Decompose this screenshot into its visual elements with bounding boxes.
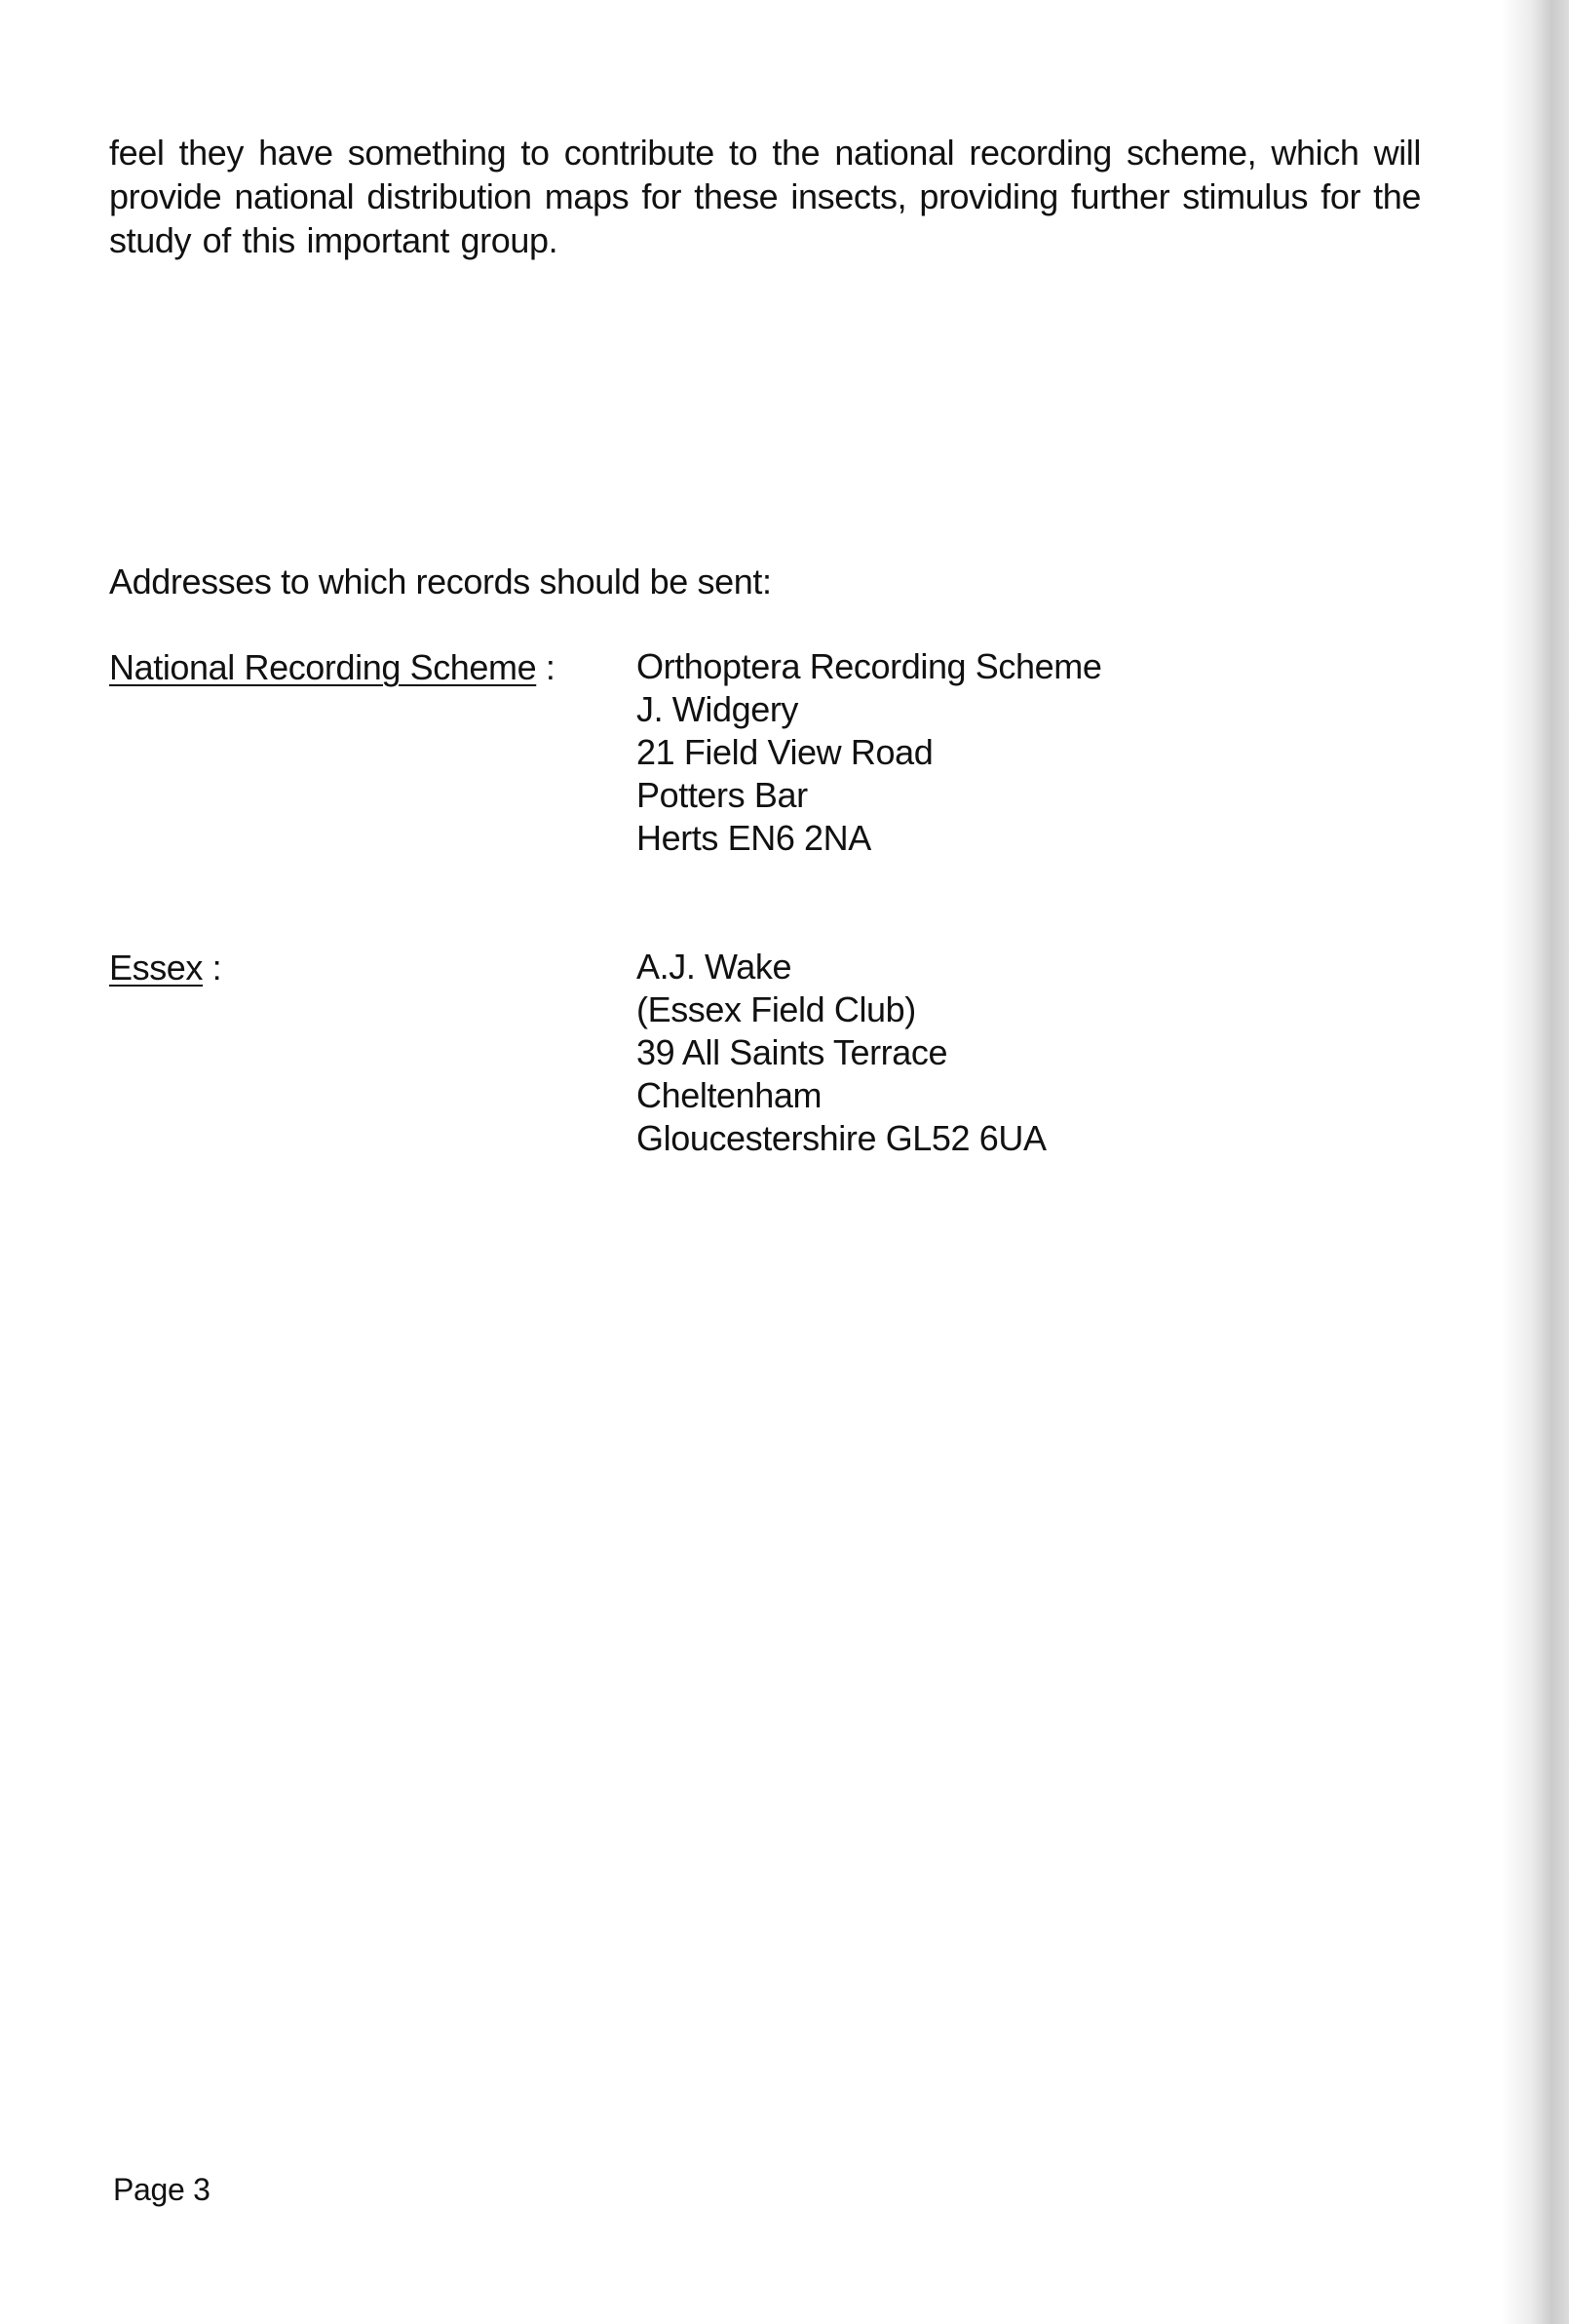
- address-line: 39 All Saints Terrace: [636, 1032, 948, 1072]
- address-line: J. Widgery: [636, 689, 799, 729]
- address-line: Orthoptera Recording Scheme: [636, 646, 1102, 686]
- national-scheme-label: [109, 645, 555, 689]
- address-line: (Essex Field Club): [636, 989, 916, 1029]
- national-scheme-label-colon: :: [536, 647, 555, 687]
- address-line: 21 Field View Road: [636, 732, 934, 772]
- address-line: Cheltenham: [636, 1075, 823, 1115]
- essex-address: [636, 946, 1047, 1160]
- essex-label-text: Essex: [109, 948, 204, 988]
- address-line: Potters Bar: [636, 775, 808, 815]
- address-line: Herts EN6 2NA: [636, 818, 871, 858]
- address-line: Gloucestershire GL52 6UA: [636, 1118, 1047, 1158]
- essex-label: [109, 946, 221, 989]
- essex-label-colon: :: [203, 948, 222, 988]
- national-scheme-address: [636, 645, 1101, 860]
- page-number: Page 3: [113, 2172, 210, 2207]
- addresses-heading: Addresses to which records should be sent:: [109, 562, 772, 601]
- address-line: A.J. Wake: [636, 947, 792, 987]
- national-scheme-label-text: National Recording Scheme: [109, 647, 537, 687]
- scan-edge-shadow: [1501, 0, 1569, 2324]
- intro-paragraph: feel they have something to contribute to the national recording scheme, which will provide national distribution maps for these insects, providing further stimulus for the study of this important group.: [109, 133, 1421, 260]
